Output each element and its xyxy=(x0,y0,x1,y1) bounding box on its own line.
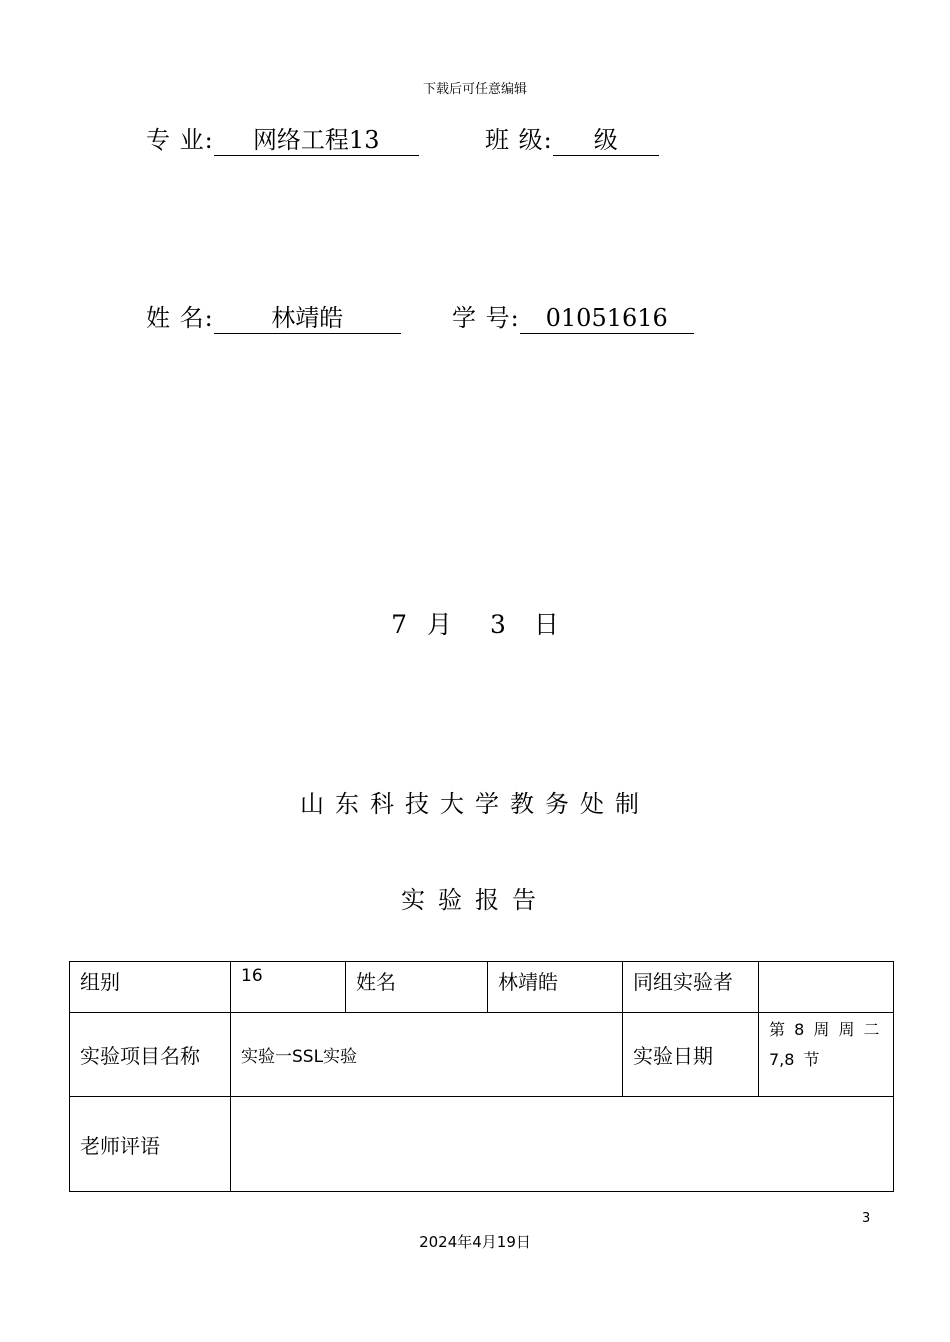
exp-date-value xyxy=(759,1013,894,1097)
name-value: 林靖皓 xyxy=(214,303,401,334)
exp-date-line1: 第 8 周 周 二 xyxy=(769,1020,880,1039)
table-row xyxy=(70,1097,894,1192)
report-info-table xyxy=(69,961,894,1192)
header-note: 下载后可任意编辑 xyxy=(422,82,527,97)
partner-value xyxy=(759,962,894,1013)
table-row xyxy=(70,962,894,1013)
partner-label: 同组实验者 xyxy=(623,962,759,1013)
class-label: 班 级: xyxy=(485,126,553,154)
class-field xyxy=(485,120,659,156)
date-month: 7 xyxy=(391,610,407,639)
student-id-label: 学 号: xyxy=(452,304,520,332)
university-name: 山东科技大学教务处制 xyxy=(300,790,650,818)
project-label: 实验项目名称 xyxy=(70,1013,231,1097)
table-row xyxy=(70,1013,894,1097)
date-day-unit: 日 xyxy=(533,610,559,639)
group-value: 16 xyxy=(231,962,346,1013)
major-label: 专 业: xyxy=(146,126,214,154)
project-value: 实验一SSL实验 xyxy=(231,1013,623,1097)
date-month-unit: 月 xyxy=(426,610,452,639)
name-field xyxy=(146,298,401,334)
major-value: 网络工程13 xyxy=(214,125,419,156)
class-value: 级 xyxy=(553,125,659,156)
major-field xyxy=(146,120,419,156)
name-cell-value: 林靖皓 xyxy=(488,962,623,1013)
page-number: 3 xyxy=(862,1211,871,1226)
report-title: 实验报告 xyxy=(401,886,549,914)
date-day: 3 xyxy=(490,610,506,639)
exp-date-label: 实验日期 xyxy=(623,1013,759,1097)
student-id-value: 01051616 xyxy=(520,303,694,334)
comment-label: 老师评语 xyxy=(70,1097,231,1192)
comment-value xyxy=(231,1097,894,1192)
group-label: 组别 xyxy=(70,962,231,1013)
footer-date: 2024年4月19日 xyxy=(419,1233,531,1251)
student-id-field xyxy=(452,298,694,334)
exp-date-line2: 7,8 节 xyxy=(769,1050,820,1069)
name-cell-label: 姓名 xyxy=(346,962,488,1013)
cover-date xyxy=(0,605,950,641)
name-label: 姓 名: xyxy=(146,304,214,332)
